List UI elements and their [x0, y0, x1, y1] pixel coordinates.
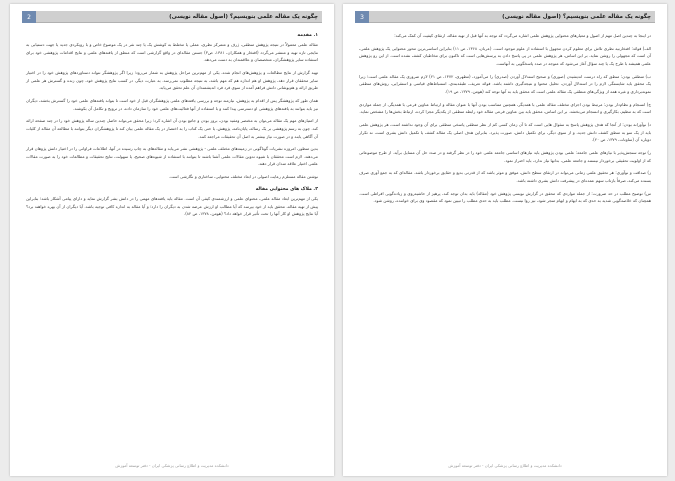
paragraph: ج) انسجام و نظام‌دار بودن: مرتبط بودن اجزای مختلف مقاله علمی با همدیگر، همچنین متناسب بودن آنها با عنوان مقاله و ارتباط عناوین فرعی با همدیگر، از جمله مواردی است که به تنظیم، بکارگیری و انسجام می‌بخشد. بر این اساس، محقق باید بین عناوین فرعی مقاله خود رابطه منطقی از یکدیگر مجزا کرده، ارتباط بخش‌ها را مشخص نماید.	[359, 101, 651, 115]
paragraph: از امتیازهای مهم یک مقاله می‌توان به مختصر ومفید بودن، بروز بودن و جامع بودن آن اشاره کرد؛ زیرا محقق می‌تواند حاصل چندین ساله پژوهش خود را در چند صفحه ارائه کند. چون به رسم پژوهشی بر یک رساله، پایان‌نامه، پژوهش، یا حتی یک کتاب را به اختصار در یک مقاله علمی بیان کند تا پژوهشگران دیگر بتوانند با مطالعه آن مقاله از کلیات آن آگاهی یابند و در صورت نیاز بیشتر به اصل آن تحقیقات مراجعه کنند.	[26, 118, 318, 139]
section-heading-content-criteria: ۲. ملاک های محتوایی مقاله	[255, 187, 318, 193]
paragraph: نوشتن مقاله مستلزم رعایت اصولی در ابعاد مختلف محتوایی، ساختاری و نگارشی است.	[168, 174, 318, 180]
paragraph: ز) صداقت و نوآوری: هر تحقیق علمی زمانی می‌تواند در ارتقای سطح دانش، موفق و موثر باشد که از قدرتی بدیع و حقایق برخوردار باشد. مقاله‌ای که به جمع آوری صرف بسنده می‌کند، صرفاً بازتاب سهم عمده‌ای در پیشرفت دانش بشری داشته باشد.	[359, 170, 651, 184]
paragraph: ب) منطقی بودن: منطق که راه درست اندیشیدن (صوری) و صحیح استدلال آوردن (صدری) را می‌آموزد، (مطهری، ۱۳۷۲، ص ۲۱) لازم ضروری یک مقاله علمی است؛ زیرا یک محقق باید شایستگی لازم را در استدلال آوردن، تحلیل محتوا و نتیجه‌گیری داشته باشد. فوائد تعریف، طبقه‌بندی، استنباط‌های قیاسی و استقرایی، روش‌های منطقی نمونه‌برداری و غیره همه از ویژگی‌های منطقی یک مقاله علمی است که محقق باید به آنها توجه کند (هومن، ۱۳۷۹، ص ۱۹).	[359, 73, 652, 94]
paragraph: بدین منظور، امروزه نشریات گوناگونی در زمینه‌های مختلف علمی - پژوهشی نشر می‌یابد و مقاله‌های به چاپ رسیده در آنها، اطلاعات فراوانی را در اختیار دانش پژوهان قرار می‌دهند. لازم است محققان با شیوه تدوین مقالات علمی آشنا باشند تا بتوانند با استفاده از شیوه‌های صحیح، یا سهولت، نتایج تحقیقات و مطالعات خود را به صورت مقالات علمی اختیار علاقه مندان قرار دهند.	[26, 146, 318, 167]
page-footer: دانشکده مدیریت و اطلاع رسانی پزشکی ایران - دفتر توسعه آموزش	[115, 463, 229, 468]
paragraph: س) توضیح مطلب در حد ضرورت: از جمله مواردی که محقق در گزارش نویسی پژوهش خود (مقاله) باید بدان توجه کند، پرهیز از حاشیه‌روی و زیاده‌گویی افراطی است. همچنان که خلاصه‌گویی شدید به حدی که به ابهام و ایهام منجر شود، نیز روا نیست. مطلب باید به حدی مطلب را تبیین نمود که مقصود وی برای خواننده، روشن شود.	[359, 190, 651, 204]
left-page	[10, 4, 334, 476]
page-header	[355, 11, 655, 23]
paragraph: الف) فوائد: افتخارنیه نظری تلاش برای معلوم کردن مجهول با استفاده از علوم موجود است. (عربان، ۱۳۶۸، ص ۱۱) بنابراین اساسی‌ترین محور محتوایی یک پژوهش علمی، آن است که مجهولی را روشن نماید. بر این اساس، هر پژوهش علمی در پی پاسخ دادن به پرسش‌هایی است که تاکنون برای مخاطبان کشف نشده است. از این رو پژوهش علمی همیشه با طرح یک یا چند سؤال آغاز می‌شود که متوجه در صدد پاسخگویی به آنهاست.	[359, 45, 652, 66]
right-page-content	[359, 32, 651, 454]
header-title: چگونه یک مقاله علمی بنویسیم؟ (اصول مقاله نویسی)	[169, 13, 318, 20]
section-heading-introduction: ۱. مقدمه	[297, 33, 318, 38]
paragraph: تهیه گزارش از نتایج مطالعات و پژوهش‌های انجام شده، یکی از مهم‌ترین مراحل پژوهش به شمار می‌رود؛ زیرا اگر پژوهشگر نتواند دستاوردهای پژوهش خود را در اختیار سایر محققان قرار دهد، پژوهش او هم اندازه هم که مهم باشد، به نتیجه مطلوب نمی‌رسد. به عبارت دیگر، در کسب نتایج پژوهش خود، چون زنده و گسترش هر علمی از طریق ارائه و هم‌پوشانی دانش فراهم آمده از سوی فرد فرد اندیشمندان آن علم تحقق می‌یابد.	[26, 69, 318, 91]
paragraph: یکی از مهم‌ترین ابعاد مقاله علمی، محتوای علمی و ارزشمندی کیفی آن است. مقاله باید یافته‌های مهمی را در دانش بشر گزارش نماید و دارای پیامی آشکار باشد؛ بنابراین پیش از تهیه مقاله، محقق باید از خود بپرسد که آیا مطالب او ارزش عرضه شدن به دیگران را دارد؛ و آیا مقاله به اندازه کافی توجیه باشد. آیا دیگران از آن بهره خواهند برد؟ آیا نتایج پژوهش او کار آنها را تحت تأثیر قرار خواهد داد؟ (هومن، ۱۳۷۸، ص ۸۲).	[26, 196, 318, 217]
page-number: 3	[355, 11, 369, 23]
page-number: 2	[22, 11, 36, 23]
page-footer: دانشکده مدیریت و اطلاع رسانی پزشکی ایران - دفتر توسعه آموزش	[448, 463, 562, 468]
paragraph: در اینجا به چندین اصل مهم از اصول و معیارهای محتوایی پژوهش علمی اشاره می‌گردد که توجه به آنها قبل از تهیه مقاله، ارتقای کیفیت آن کمک می‌کند:	[394, 33, 651, 38]
left-page-content	[26, 32, 318, 454]
paragraph: ر) توجه سنجش‌پذیر با نیازهای علمی جامعه: علمی بودن پژوهش باید نیازهای اساسی جامعه علمی خود را در نظر گرفته و در صدد حل آن مسایل برآید. از طرح موضوعاتی که از اولویت تحقیقی برخوردار نیستند و جامعه علمی، بدانها نیاز ندارد، باید احتراز نمود.	[359, 150, 651, 163]
paragraph: مقاله علمی معمولاً در نتیجه پژوهش منطقی، ژرف و متمرکز نظری، عملی یا مختلط به کوشش یک یا چند نفر در یک موضوع خاص و با رویکردی جدید یا جهت دستیابی به نتایجی تازه تهیه و منتشر می‌گردد (افتخار و همکاران، ۱۳۸۱، ص۳) جستن مقاله‌ای در واقع گزارشی است که منطق از یافته‌های علمی و نتایج اقدامات پژوهشی خود برای استفاده سایر پژوهشگران، متخصصان و علاقمندان به دست می‌دهد.	[26, 42, 318, 63]
page-header	[22, 11, 322, 23]
paragraph: د) نوآورانه بودن: از آنجا که هدف پژوهش پاسخ به سئوال هایی است که تا آن زمان کسی کم از نظر منطقی پاسخی منطقی برای آن وجود نداشته است، هر پژوهش علمی باید از یک سو به منطق کشف دانش جدید، و از سوی دیگر، برای تکمیل دانش، صورت پذیرد. بنابراین هدف اصلی یک مقاله کشف یا تکمیل دانش بشری است، نه تکرار دوباره آن (ساوتات، ۱۳۷۹، ص ۲۰).	[359, 122, 651, 143]
paragraph: همان طور که پژوهشگر پس از اقدام به پژوهش، نیازمند توجه و بررسی یافته‌های علمی پژوهشگران قبل از خود است تا بتواند یافته‌های علمی خود را گسترش بخشد، دیگران نیز باید بتوانند به یافته‌های پژوهشی او دسترسی پیدا کنند و با استفاده از آنها فعالیت‌های علمی خود را سازمان داده، در ترویج و تکامل آن بکوشند.	[26, 97, 318, 111]
header-title: چگونه یک مقاله علمی بنویسیم؟ (اصول مقاله نویسی)	[502, 13, 651, 20]
right-page	[343, 4, 667, 476]
